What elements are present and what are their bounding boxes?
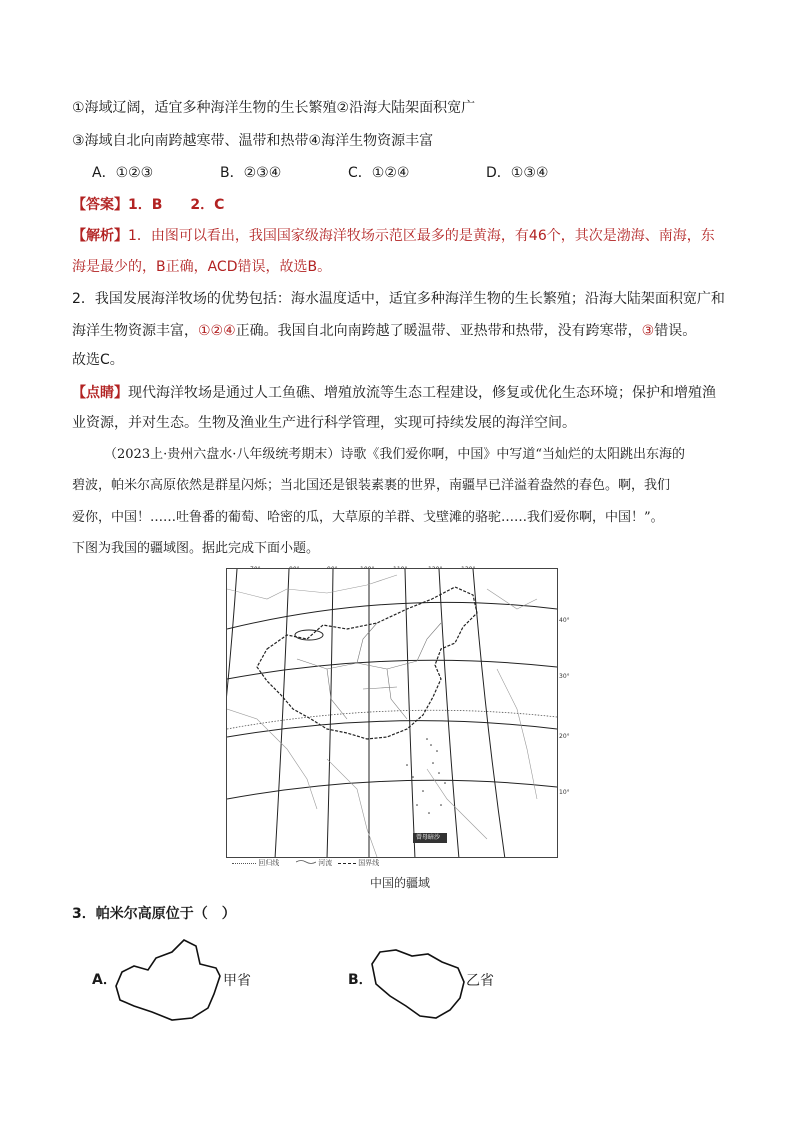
answer-line — [72, 195, 224, 215]
legend-river — [296, 858, 332, 868]
parallel-line — [227, 660, 557, 679]
map-graphic — [227, 569, 557, 857]
passage-line4: 下图为我国的疆域图。据此完成下面小题。 — [72, 541, 320, 556]
legend-tropic-symbol — [232, 863, 256, 864]
analysis-p2-line2e: 错误。 — [654, 323, 697, 339]
parallel-line — [227, 780, 557, 799]
analysis-p2-line1: 2．我国发展海洋牧场的优势包括：海水温度适中，适宜多种海洋生物的生长繁殖；沿海大陆架面积宽广和 — [72, 291, 725, 307]
map-lat-label: 10° — [559, 789, 570, 796]
legend-river-symbol — [296, 859, 316, 867]
analysis-p2-line2d: ③ — [641, 323, 655, 339]
q2-option-b: B．②③④ — [220, 165, 282, 181]
province-a-shape — [112, 936, 222, 1022]
map-lat-label: 40° — [559, 617, 570, 624]
q3-option-b-label: B． — [348, 972, 373, 988]
meridian-line — [473, 569, 505, 857]
meridian-line — [327, 569, 333, 857]
passage-line3: 爱你，中国！……吐鲁番的葡萄、哈密的瓜，大草原的羊群、戈壁滩的骆驼……我们爱你啊，中国！”。 — [72, 510, 664, 525]
passage-source: （2023上·贵州六盘水·八年级统考期末） — [104, 447, 341, 462]
legend-tropic-label: 回归线 — [258, 859, 280, 867]
passage-line1 — [104, 445, 685, 465]
q3-province-b-label: 乙省 — [466, 973, 494, 989]
analysis-p1-line1: 1．由图可以看出，我国国家级海洋牧场示范区最多的是黄海，有46个，其次是渤海、南海，东 — [128, 228, 715, 244]
analysis-p1-line2: 海是最少的，B正确，ACD错误，故选B。 — [72, 259, 332, 275]
answer-text: 1．B 2．C — [128, 197, 225, 213]
legend-border — [338, 858, 379, 868]
q2-option-a: A．①②③ — [92, 165, 154, 181]
comment-line2: 业资源，并对生态。生物及渔业生产进行科学管理，实现可持续发展的海洋空间。 — [72, 415, 576, 431]
q3-stem: 3．帕米尔高原位于（ ） — [72, 906, 236, 922]
q2-statement-line1: ①海域辽阔，适宜多种海洋生物的生长繁殖②沿海大陆架面积宽广 — [72, 100, 476, 116]
q3-province-a-label: 甲省 — [223, 973, 251, 989]
comment-tag: 【点睛】 — [72, 385, 128, 401]
comment-line1 — [72, 383, 716, 403]
analysis-p2-line2a: 海洋生物资源丰富， — [72, 323, 198, 339]
answer-tag: 【答案】 — [72, 197, 128, 213]
island-label: 曾母暗沙 — [416, 834, 441, 841]
q2-option-d: D．①③④ — [486, 165, 549, 181]
q2-statement-line2: ③海域自北向南跨越寒带、温带和热带④海洋生物资源丰富 — [72, 133, 434, 149]
map-lat-label: 30° — [559, 673, 570, 680]
analysis-p2-line3: 故选C。 — [72, 352, 124, 368]
passage-text-line1: 诗歌《我们爱你啊，中国》中写道“当灿烂的太阳跳出东海的 — [340, 447, 686, 462]
legend-border-label: 国界线 — [358, 859, 380, 867]
analysis-p2-line2 — [72, 321, 696, 341]
legend-border-symbol — [338, 863, 356, 864]
q2-option-c: C．①②④ — [348, 165, 410, 181]
meridian-line — [275, 569, 289, 857]
analysis-p2-line2b: ①②④ — [198, 323, 236, 339]
comment-text-line1: 现代海洋牧场是通过人工鱼礁、增殖放流等生态工程建设，修复或优化生态环境；保护和增殖渔 — [128, 385, 716, 401]
analysis-p2-line2c: 正确。我国自北向南跨越了暖温带、亚热带和热带，没有跨寒带， — [235, 323, 642, 339]
meridian-line — [405, 569, 415, 857]
province-b-shape — [366, 944, 466, 1022]
tropic-line — [227, 710, 557, 729]
analysis-line1 — [72, 226, 715, 246]
china-territory-map — [226, 568, 570, 858]
meridian-line — [439, 569, 459, 857]
lake — [295, 630, 323, 640]
legend-tropic — [232, 858, 279, 868]
map-lat-label: 20° — [559, 733, 570, 740]
map-caption: 中国的疆域 — [370, 876, 431, 890]
q3-option-a-label: A． — [92, 972, 117, 988]
legend-river-label: 河流 — [318, 859, 333, 867]
meridian-line — [227, 569, 237, 857]
analysis-tag: 【解析】 — [72, 228, 128, 244]
passage-line2: 碧波，帕米尔高原依然是群星闪烁；当北国还是银装素裹的世界，南疆早已洋溢着盎然的春色。啊，我们 — [72, 478, 671, 493]
